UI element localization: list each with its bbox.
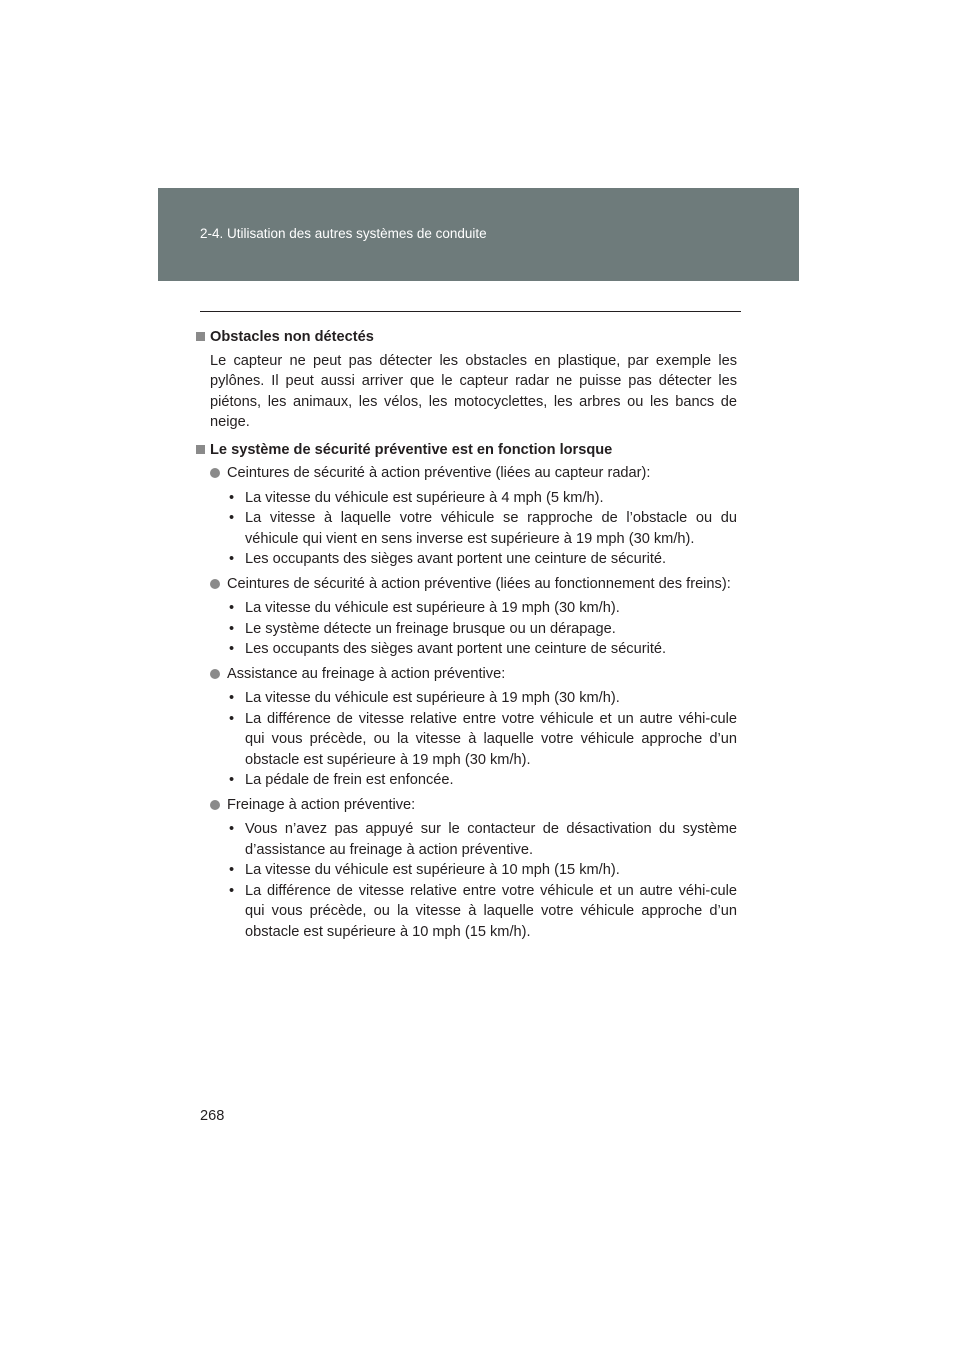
- bullet-icon: •: [229, 641, 235, 657]
- square-marker-icon: [196, 445, 205, 454]
- list-item: • Les occupants des sièges avant portent une ceinture de sécurité.: [227, 639, 737, 660]
- section-header-band: [158, 188, 799, 281]
- condition-bullet-list: [227, 488, 737, 570]
- list-item: • La vitesse du véhicule est supérieure à 10 mph (15 km/h).: [227, 860, 737, 881]
- condition-label: Assistance au freinage à action préventive:: [227, 665, 506, 682]
- list-item: • Le système détecte un freinage brusque ou un dérapage.: [227, 619, 737, 640]
- condition-bullet-list: [227, 598, 737, 660]
- bullet-icon: •: [229, 551, 235, 567]
- condition-label: Ceintures de sécurité à action préventive (liées au capteur radar):: [227, 465, 651, 481]
- bullet-icon: •: [229, 690, 235, 706]
- condition-item-brake-assist: [196, 664, 737, 685]
- circle-marker-icon: [210, 669, 220, 679]
- list-item: • La vitesse du véhicule est supérieure à 19 mph (30 km/h).: [227, 688, 737, 709]
- section-heading-text: Obstacles non détectés: [210, 329, 374, 345]
- section-title-header: 2-4. Utilisation des autres systèmes de conduite: [200, 226, 487, 241]
- condition-item-seatbelts-radar: [196, 463, 737, 484]
- page-content: [196, 327, 737, 946]
- list-item: • La différence de vitesse relative entre votre véhicule et un autre véhi-cule qui vous précède, ou la vitesse à laquelle votre véhicule approche d’un obstacle est supérieure à 19 mph (30 km/h).: [229, 710, 737, 768]
- condition-label: Ceintures de sécurité à action préventive (liées au fonctionnement des freins):: [227, 575, 731, 592]
- circle-marker-icon: [210, 579, 220, 589]
- condition-item-pre-collision-braking: [196, 795, 737, 816]
- condition-item-seatbelts-brakes: [196, 574, 737, 595]
- section-heading-conditions: [196, 440, 737, 461]
- bullet-icon: •: [229, 882, 235, 899]
- circle-marker-icon: [210, 468, 220, 478]
- list-item: • La pédale de frein est enfoncée.: [227, 770, 737, 791]
- list-item: • La vitesse à laquelle votre véhicule se rapproche de l’obstacle ou du véhicule qui vient en sens inverse est supérieure à 19 mph (30 km/h).: [229, 510, 737, 547]
- list-item: • La vitesse du véhicule est supérieure à 19 mph (30 km/h).: [227, 598, 737, 619]
- bullet-icon: •: [229, 510, 235, 526]
- bullet-icon: •: [229, 600, 235, 616]
- section-heading-obstacles: [196, 327, 737, 348]
- list-item: • La différence de vitesse relative entre votre véhicule et un autre véhi-cule qui vous précède, ou la vitesse à laquelle votre véhicule approche d’un obstacle est supérieure à 10 mph (15 km/h).: [229, 882, 737, 940]
- list-item: • La vitesse du véhicule est supérieure à 4 mph (5 km/h).: [227, 488, 737, 509]
- circle-marker-icon: [210, 800, 220, 810]
- bullet-icon: •: [229, 710, 235, 727]
- condition-bullet-list: [227, 819, 737, 942]
- bullet-icon: •: [229, 620, 235, 637]
- bullet-icon: •: [229, 821, 235, 837]
- list-item: • Les occupants des sièges avant portent une ceinture de sécurité.: [227, 549, 737, 570]
- bullet-icon: •: [229, 772, 235, 788]
- square-marker-icon: [196, 332, 205, 341]
- condition-bullet-list: [227, 688, 737, 791]
- section-heading-text: Le système de sécurité préventive est en fonction lorsque: [210, 441, 613, 458]
- section-paragraph: Le capteur ne peut pas détecter les obstacles en plastique, par exemple les pylônes. Il peut aussi arriver que le capteur radar ne puisse pas détecter les piétons, les animaux, les vélos, les motocyclettes, les arbres ou les bancs de neige.: [210, 352, 737, 430]
- condition-label: Freinage à action préventive:: [227, 796, 416, 813]
- bullet-icon: •: [229, 862, 235, 878]
- bullet-icon: •: [229, 489, 235, 506]
- page-number: 268: [200, 1108, 225, 1124]
- top-divider: [200, 311, 741, 312]
- list-item: • Vous n’avez pas appuyé sur le contacteur de désactivation du système d’assistance au freinage à action préventive.: [229, 821, 737, 858]
